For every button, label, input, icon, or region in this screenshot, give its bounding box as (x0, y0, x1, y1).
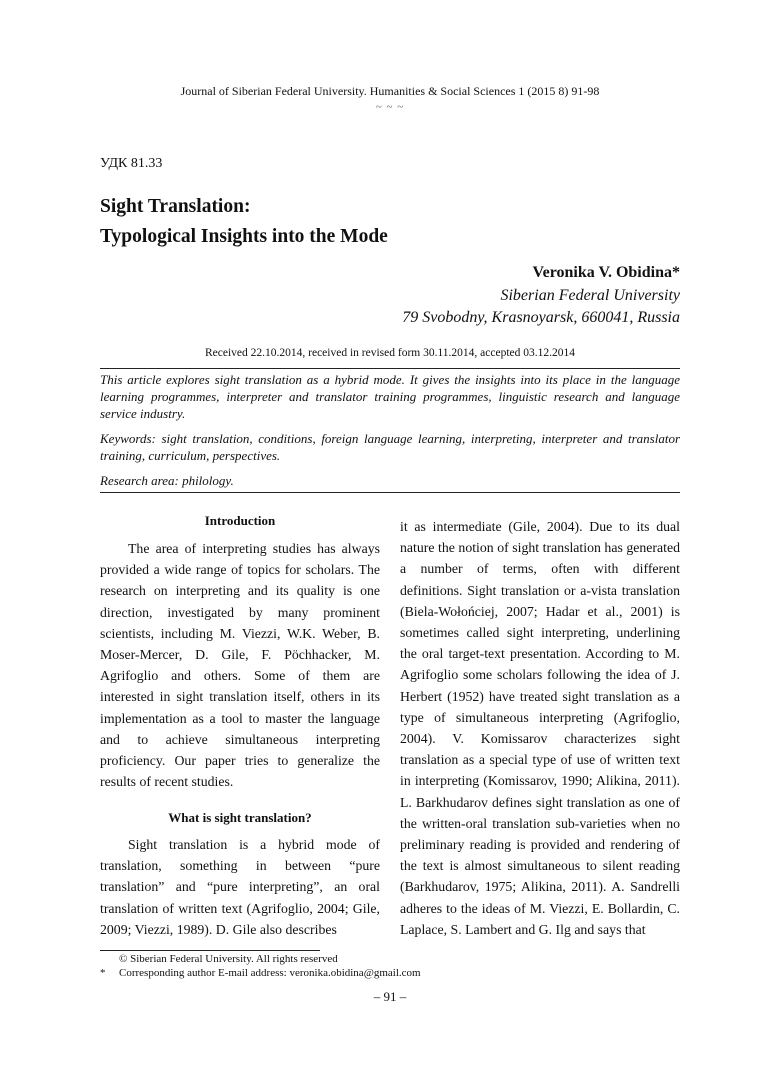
what-is-paragraph: Sight translation is a hybrid mode of translation, something in between “pure translation” and “pure interpreting”, an oral translation of written text (Agrifoglio, 2004; Gile, 2009; Viezzi, 1989). D. Gile also describes (100, 837, 380, 937)
introduction-heading: Introduction (204, 513, 276, 528)
header-ornament: ~ ~ ~ (375, 101, 405, 113)
abstract-top-rule (100, 368, 680, 369)
introduction-paragraph: The area of interpreting studies has always provided a wide range of topics for scholars. The research on interpreting and its quality is one direction, investigated by many prominent scientists, including M. Viezzi, W.K. Weber, B. Moser-Mercer, D. Gile, F. Pöchhacker, M. Agrifoglio and others. Some of them are interested in sight translation itself, others in its implementation as a tool to master the language and to achieve simultaneous interpreting proficiency. Our paper tries to generalize the results of recent studies. (100, 541, 380, 790)
article-title-line-2: Typological Insights into the Mode (100, 226, 388, 247)
corresponding-author-footnote (100, 967, 421, 979)
footnote-marker: * (100, 967, 106, 979)
page-number: – 91 – (373, 989, 407, 1004)
corresponding-author-text: Corresponding author E-mail address: veronika.obidina@gmail.com (119, 967, 421, 979)
keywords: Keywords: sight translation, conditions, foreign language learning, interpreting, interpreter and translator training, curriculum, perspectives. (100, 431, 680, 464)
author-affiliation: Siberian Federal University (500, 287, 680, 304)
what-is-heading: What is sight translation? (168, 810, 312, 825)
right-column-paragraph: it as intermediate (Gile, 2004). Due to its dual nature the notion of sight translation has generated a number of terms, often with different definitions. Sight translation or a-vista translation (Biela-Wołońciej, 2007; Hadar et al., 2001) is sometimes called sight interpreting, underlining the oral target-text presentation. According to M. Agrifoglio some scholars following the idea of J. Herbert (1952) have treated sight translation as a type of simultaneous interpreting (Agrifoglio, 2004). V. Komissarov characterizes sight translation as a special type of use of written text in interpreting (Komissarov, 1990; Alikina, 2011). L. Barkhudarov defines sight translation as one of the written-oral translation sub-varieties when no preliminary reading is provided and rendering of the text is almost simultaneous to silent reading (Barkhudarov, 1975; Alikina, 2011). A. Sandrelli adheres to the ideas of M. Viezzi, E. Bollardin, C. Laplace, S. Lambert and G. Ilg and says that (400, 519, 680, 937)
abstract-text: This article explores sight translation as a hybrid mode. It gives the insights into its place in the language learning programmes, interpreter and translator training programmes, linguistic research and language service industry. (100, 372, 680, 422)
copyright-footnote: © Siberian Federal University. All rights reserved (119, 953, 338, 965)
received-dates: Received 22.10.2014, received in revised form 30.11.2014, accepted 03.12.2014 (204, 347, 576, 359)
abstract-bottom-rule (100, 492, 680, 493)
research-area: Research area: philology. (100, 473, 234, 488)
article-title-line-1: Sight Translation: (100, 196, 251, 217)
journal-header: Journal of Siberian Federal University. Humanities & Social Sciences 1 (2015 8) 91-98 (180, 84, 600, 98)
footnote-rule (100, 950, 320, 951)
author-name: Veronika V. Obidina* (532, 264, 680, 281)
author-address: 79 Svobodny, Krasnoyarsk, 660041, Russia (402, 309, 680, 326)
udc-code: УДК 81.33 (100, 156, 163, 171)
